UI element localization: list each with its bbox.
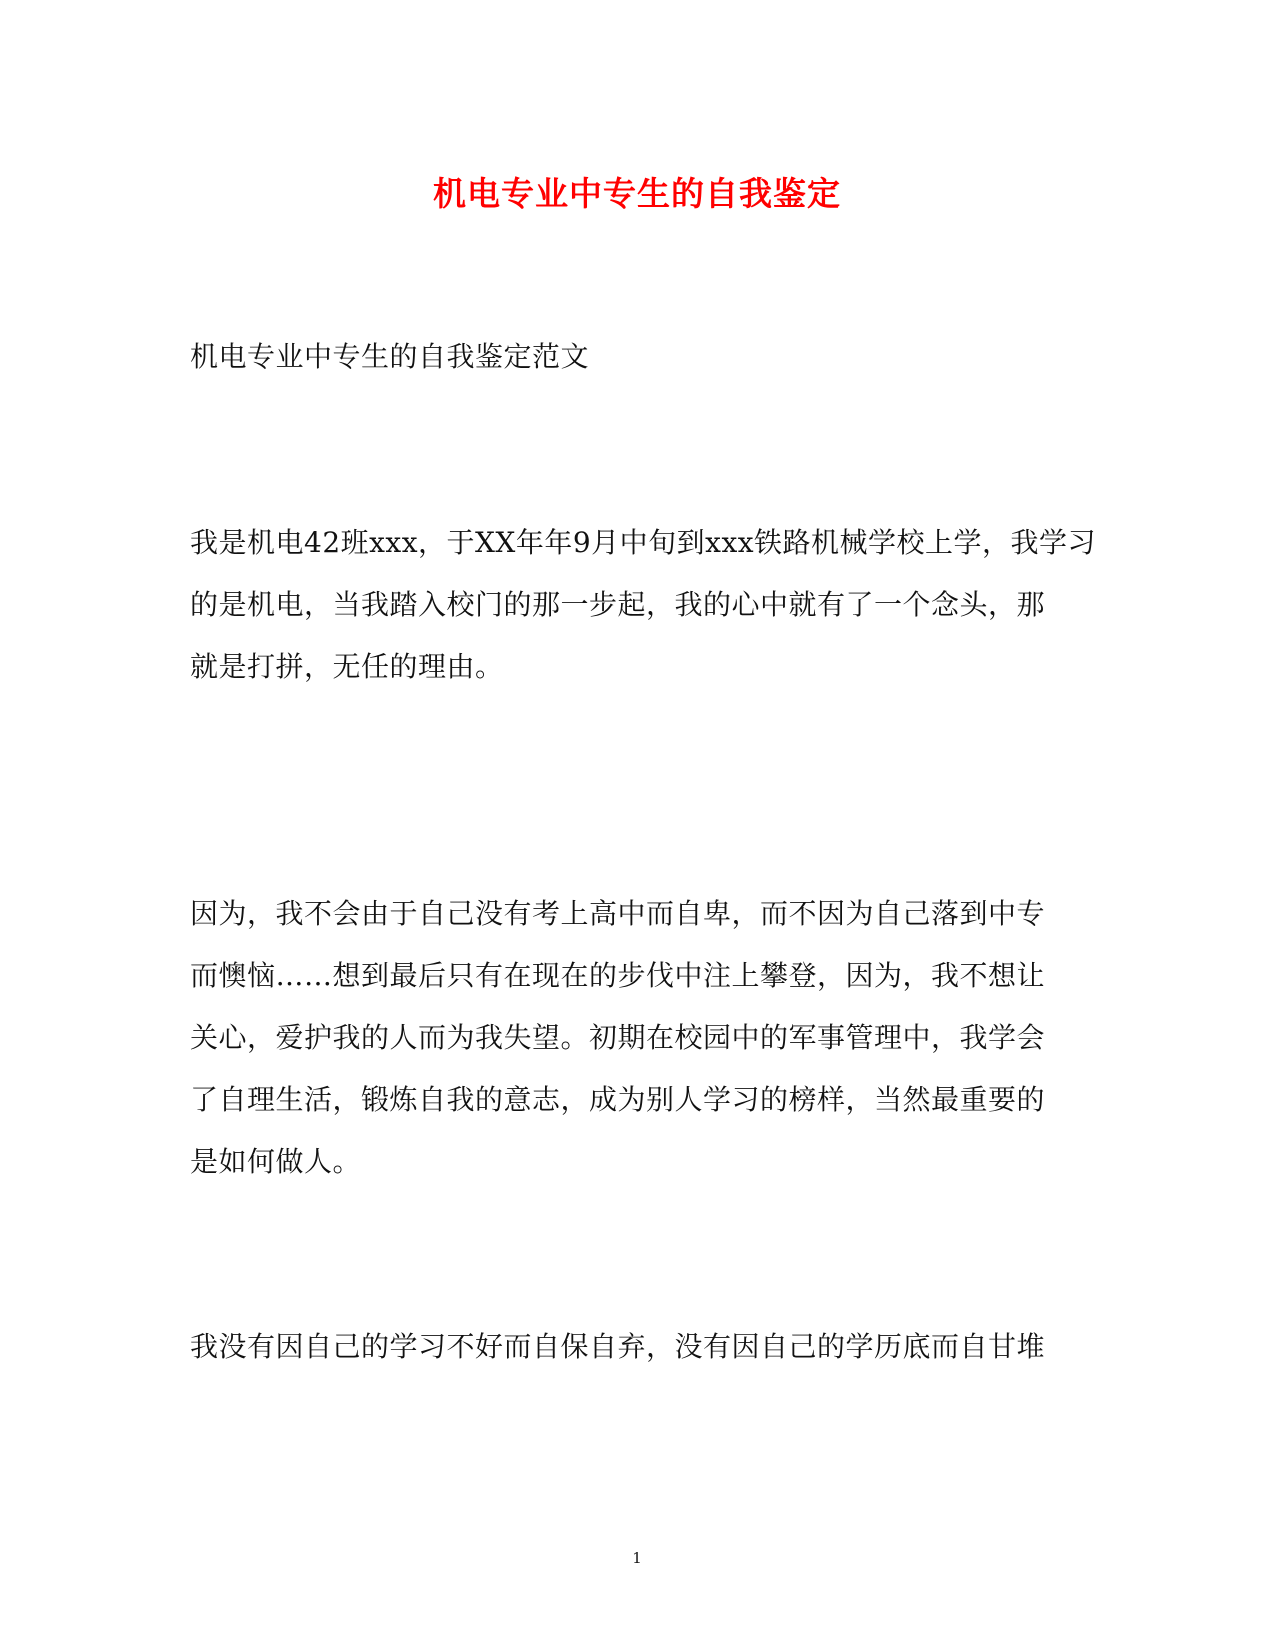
paragraph-line: 我是机电42班xxx，于XX年年9月中旬到xxx铁路机械学校上学，我学习: [190, 526, 1097, 559]
paragraph-line: 是如何做人。: [190, 1145, 362, 1178]
page-number: 1: [632, 1549, 642, 1567]
paragraph-line: 因为，我不会由于自己没有考上高中而自卑，而不因为自己落到中专: [190, 897, 1046, 930]
paragraph-line: 了自理生活，锻炼自我的意志，成为别人学习的榜样，当然最重要的: [190, 1083, 1046, 1116]
paragraph-line: 而懊恼……想到最后只有在现在的步伐中注上攀登，因为，我不想让: [190, 959, 1046, 992]
document-title: 机电专业中专生的自我鉴定: [433, 174, 841, 213]
paragraph-line: 关心，爱护我的人而为我失望。初期在校园中的军事管理中，我学会: [190, 1021, 1046, 1054]
paragraph-line: 我没有因自己的学习不好而自保自弃，没有因自己的学历底而自甘堆: [190, 1330, 1046, 1363]
paragraph-line: 的是机电，当我踏入校门的那一步起，我的心中就有了一个念头，那: [190, 588, 1046, 621]
paragraph-line: 就是打拼，无任的理由。: [190, 650, 504, 683]
document-subtitle: 机电专业中专生的自我鉴定范文: [190, 340, 590, 373]
